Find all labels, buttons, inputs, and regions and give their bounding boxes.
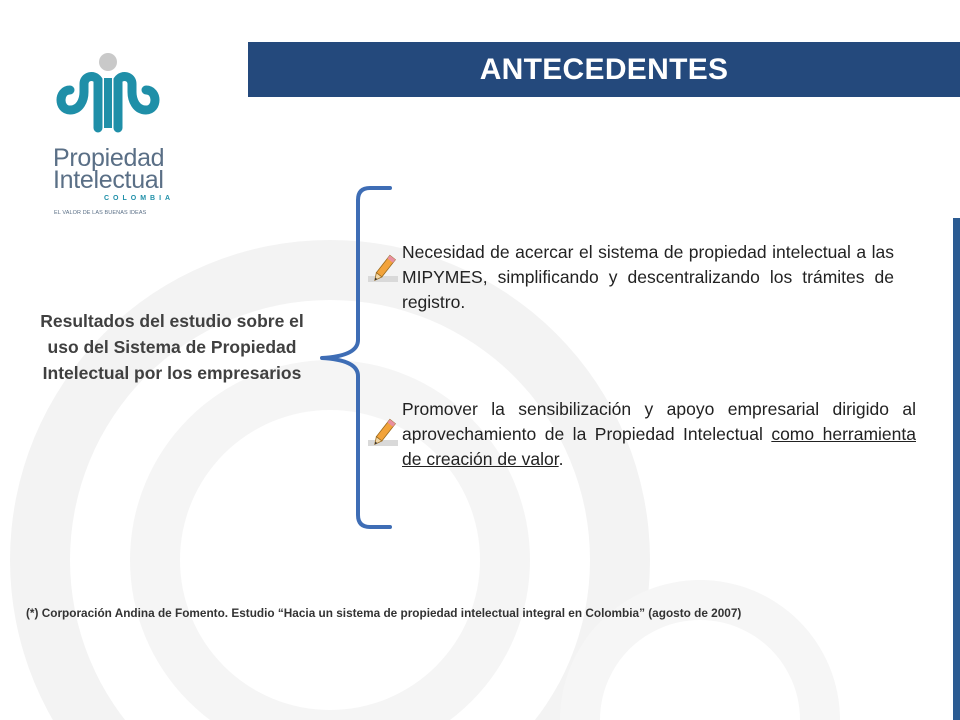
- logo-tagline: EL VALOR DE LAS BUENAS IDEAS: [54, 210, 147, 216]
- point-2-text: [402, 397, 916, 472]
- pencil-icon: [366, 252, 400, 286]
- logo-name-line2: Intelectual: [53, 166, 164, 194]
- point-2-text-before: Promover la sensibilización y apoyo empresarial dirigido al aprovechamiento de la Propiedad Intelectual: [402, 399, 916, 444]
- point-1-text: Necesidad de acercar el sistema de propiedad intelectual a las MIPYMES, simplificando y descentralizando los trámites de registro.: [402, 242, 894, 312]
- page-title: ANTECEDENTES: [479, 52, 729, 86]
- logo-name-line1: Propiedad: [53, 144, 165, 172]
- study-summary: Resultados del estudio sobre el uso del Sistema de Propiedad Intelectual por los empresarios: [40, 311, 304, 383]
- footnote: (*) Corporación Andina de Fomento. Estudio “Hacia un sistema de propiedad intelectual integral en Colombia” (agosto de 2007): [26, 606, 742, 620]
- right-edge-bar: [953, 218, 960, 720]
- curly-brace: [318, 180, 398, 535]
- pencil-icon: [366, 416, 400, 450]
- title-bar: [248, 42, 960, 97]
- point-2-text-after: .: [558, 449, 564, 469]
- point-2-text-underlined: como herramienta de creación de valor: [402, 424, 916, 469]
- logo-country: COLOMBIA: [104, 195, 175, 202]
